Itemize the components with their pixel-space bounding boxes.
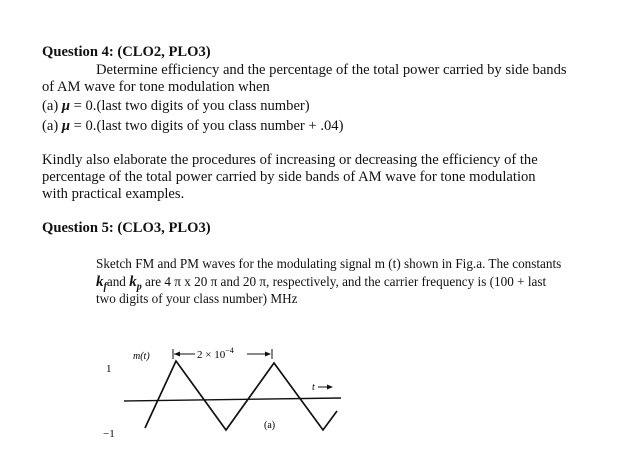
question-4-heading: Question 4: (CLO2, PLO3) (42, 44, 211, 60)
line-2-rest: are 4 π x 20 π and 20 π, respectively, and the carrier frequency is (100 + last (141, 274, 547, 289)
time-arrowhead (327, 385, 333, 390)
mu-symbol: μ (61, 118, 70, 134)
y-min-label: −1 (103, 428, 115, 440)
figure-caption: (a) (264, 420, 276, 431)
option-text: = 0.(last two digits of you class number) (69, 98, 310, 114)
period-arrowhead-right (265, 352, 271, 357)
period-arrowhead-left (174, 352, 180, 357)
question-4-paragraph-2-line-2: percentage of the total power carried by side bands of AM wave for tone modulation (42, 169, 536, 185)
time-axis-label: t (312, 382, 315, 393)
and-text: and (106, 274, 130, 289)
triangular-waveform (145, 361, 337, 430)
kp-subscript: p (136, 281, 142, 293)
question-4-line-2: of AM wave for tone modulation when (42, 79, 270, 95)
period-label: $2 \times 10^{-4}$ (197, 346, 234, 361)
question-5-line-3: two digits of your class number) MHz (96, 291, 298, 306)
option-prefix: (a) (42, 98, 62, 114)
signal-label: m(t) (133, 351, 150, 362)
time-axis (124, 398, 341, 401)
option-text: = 0.(last two digits of you class number + .04) (69, 118, 344, 134)
kp-symbol: k (129, 274, 137, 290)
question-5-line-1: Sketch FM and PM waves for the modulating signal m (t) shown in Fig.a. The constants (96, 256, 562, 271)
kf-symbol: k (96, 274, 104, 290)
question-4-paragraph-2-line-1: Kindly also elaborate the procedures of increasing or decreasing the efficiency of the (42, 152, 538, 168)
option-prefix: (a) (42, 118, 62, 134)
mu-symbol: μ (61, 98, 70, 114)
question-4-paragraph-2-line-3: with practical examples. (42, 186, 185, 202)
question-5-heading: Question 5: (CLO3, PLO3) (42, 220, 211, 236)
kf-subscript: f (103, 281, 107, 293)
y-max-label: 1 (106, 363, 112, 375)
question-4-line-1: Determine efficiency and the percentage of the total power carried by side bands (96, 62, 567, 78)
